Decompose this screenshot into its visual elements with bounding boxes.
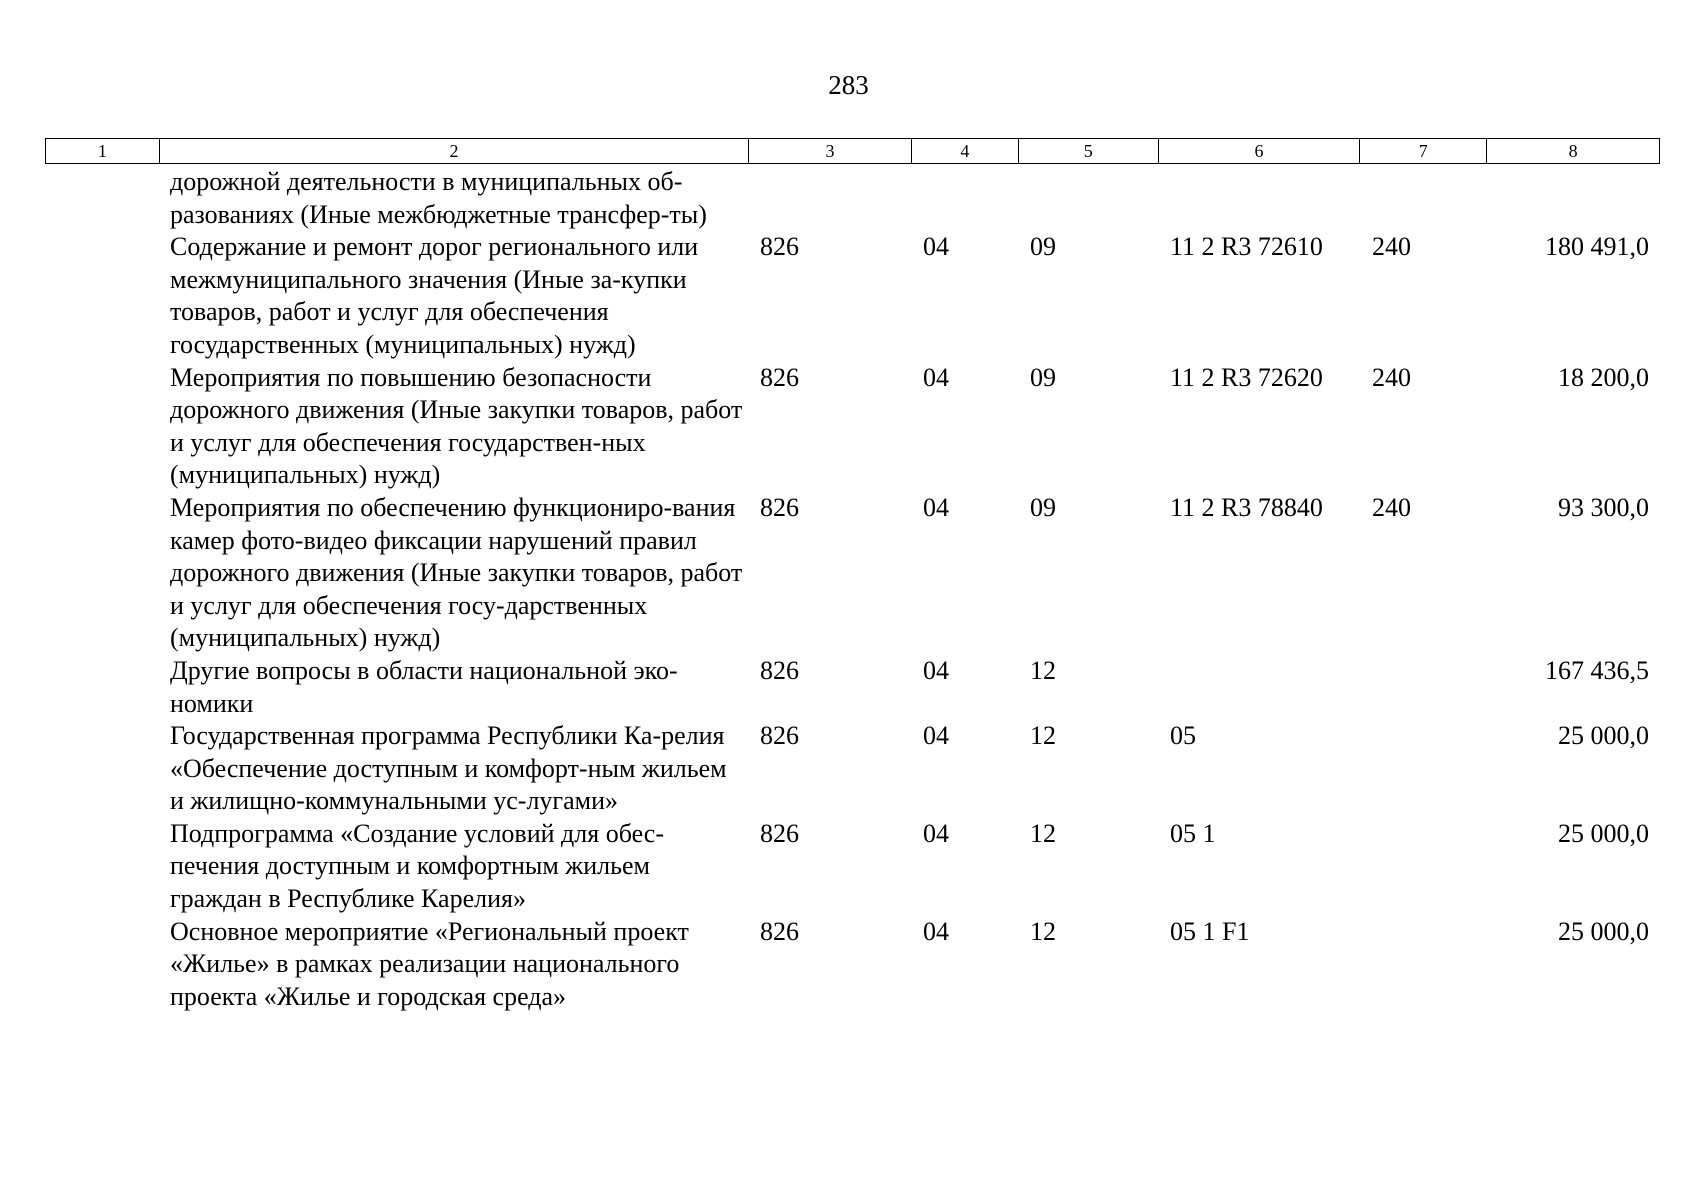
cell-subsection: 09 [1030,362,1056,392]
cell-section: 04 [923,492,949,522]
cell-description: Другие вопросы в области национальной эко-номики [170,655,678,718]
cell-target-article: 05 1 F1 [1170,916,1250,946]
cell-amount: 25 000,0 [1558,818,1649,848]
cell-amount [1488,166,1660,231]
cell-amount: 167 436,5 [1545,655,1649,685]
cell-amount: 25 000,0 [1558,721,1649,751]
cell-expense-type: 240 [1372,362,1411,392]
cell-description: дорожной деятельности в муниципальных об-разованиях (Иные межбюджетные трансфер-ты) [170,167,707,229]
cell-subsection: 12 [1030,818,1056,848]
cell-description: Государственная программа Республики Ка-релия «Обеспечение доступным и комфорт-ным жильем и жилищно-коммунальными ус-лугами» [170,721,727,816]
cell-ministry-code: 826 [760,818,799,848]
cell-target-article: 05 1 [1170,818,1216,848]
cell-subsection: 09 [1030,232,1056,262]
table-row [45,818,1660,916]
cell-subsection: 12 [1030,721,1056,751]
cell-col-1 [45,655,159,720]
cell-expense-type [1361,916,1488,1014]
table-header [45,138,1660,164]
cell-target-article: 11 2 R3 78840 [1170,492,1323,522]
cell-amount: 93 300,0 [1558,492,1649,522]
cell-target-article: 11 2 R3 72610 [1170,232,1323,262]
cell-ministry-code: 826 [760,232,799,262]
cell-section: 04 [923,232,949,262]
header-col-4: 4 [912,139,1019,163]
cell-section: 04 [923,818,949,848]
cell-section: 04 [923,721,949,751]
cell-expense-type: 240 [1372,492,1411,522]
table-body [45,166,1660,1013]
table-row [45,492,1660,655]
cell-col-1 [45,166,159,231]
cell-ministry-code: 826 [760,916,799,946]
cell-expense-type [1361,166,1488,231]
table-row [45,655,1660,720]
header-col-5: 5 [1019,139,1159,163]
cell-section: 04 [923,916,949,946]
cell-ministry-code: 826 [760,721,799,751]
header-col-3: 3 [749,139,912,163]
header-col-8: 8 [1568,141,1578,161]
cell-description: Основное мероприятие «Региональный проект «Жилье» в рамках реализации национального проекта «Жилье и городская среда» [170,916,689,1011]
cell-section [912,166,1019,231]
cell-target-article [1159,655,1361,720]
cell-col-1 [45,362,159,492]
cell-ministry-code: 826 [760,492,799,522]
cell-description: Подпрограмма «Создание условий для обес-печения доступным и комфортным жильем граждан в Республике Карелия» [170,818,664,914]
cell-col-1 [45,818,159,916]
cell-subsection: 12 [1030,655,1056,685]
table-row [45,362,1660,492]
header-col-2: 2 [160,139,749,163]
cell-expense-type [1361,818,1488,916]
cell-col-1 [45,720,159,818]
table-row [45,231,1660,361]
table-row [45,720,1660,818]
cell-target-article: 05 [1170,721,1196,751]
cell-amount: 25 000,0 [1558,916,1649,946]
cell-subsection [1019,166,1159,231]
cell-section: 04 [923,362,949,392]
cell-ministry-code: 826 [760,655,799,685]
cell-ministry-code: 826 [760,362,799,392]
cell-target-article: 11 2 R3 72620 [1170,362,1323,392]
page-number: 283 [828,70,869,100]
cell-expense-type [1361,655,1488,720]
cell-expense-type [1361,720,1488,818]
header-col-6: 6 [1159,139,1361,163]
cell-ministry-code [749,166,912,231]
cell-target-article [1159,166,1361,231]
table-row [45,916,1660,1014]
cell-amount: 180 491,0 [1545,232,1649,262]
header-col-7: 7 [1360,139,1487,163]
cell-amount: 18 200,0 [1558,362,1649,392]
header-col-1: 1 [46,139,160,163]
cell-col-1 [45,231,159,361]
cell-description: Содержание и ремонт дорог регионального или межмуниципального значения (Иные за-купки товаров, работ и услуг для обеспечения государственных (муниципальных) нужд) [170,232,699,359]
cell-col-1 [45,492,159,655]
cell-subsection: 09 [1030,492,1056,522]
table-row [45,166,1660,231]
cell-subsection: 12 [1030,916,1056,946]
cell-col-1 [45,916,159,1014]
cell-section: 04 [923,655,949,685]
cell-description: Мероприятия по обеспечению функциониро-вания камер фото-видео фиксации нарушений правил дорожного движения (Иные закупки товаров, работ и услуг для обеспечения госу-дарственных (муниципальных) нужд) [170,492,743,653]
cell-description: Мероприятия по повышению безопасности дорожного движения (Иные закупки товаров, работ и услуг для обеспечения государствен-ных (муниципальных) нужд) [170,362,743,490]
cell-expense-type: 240 [1372,232,1411,262]
